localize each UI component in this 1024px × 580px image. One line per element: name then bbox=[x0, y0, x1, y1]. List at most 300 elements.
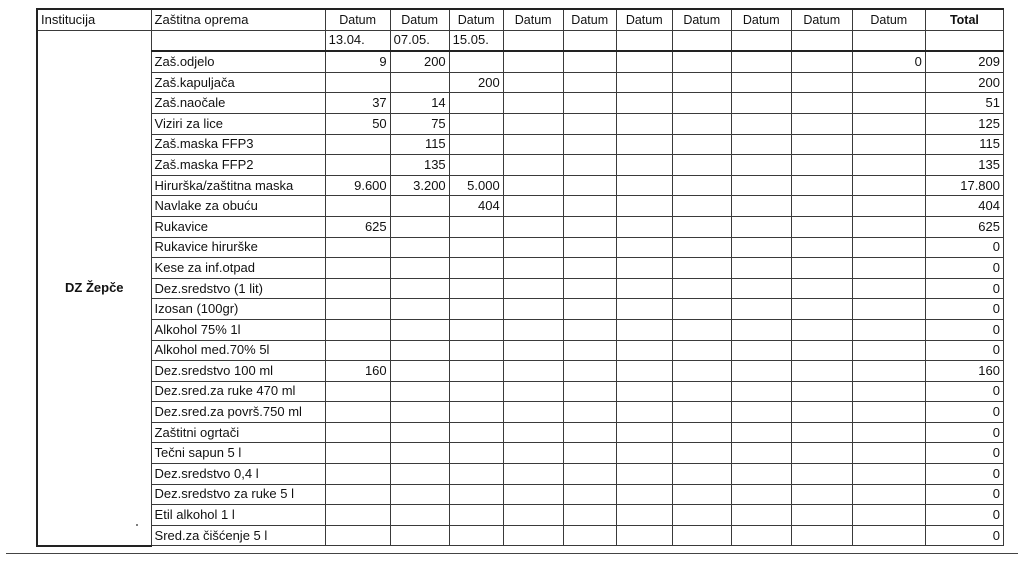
quantity-cell bbox=[325, 237, 390, 258]
quantity-cell bbox=[852, 258, 925, 279]
table-row bbox=[37, 484, 1004, 505]
date-cell bbox=[563, 30, 616, 51]
quantity-cell bbox=[325, 134, 390, 155]
quantity-cell bbox=[325, 484, 390, 505]
quantity-cell bbox=[503, 93, 563, 114]
quantity-cell bbox=[616, 134, 672, 155]
quantity-cell bbox=[449, 51, 503, 72]
table-row bbox=[37, 443, 1004, 464]
quantity-cell bbox=[390, 196, 449, 217]
quantity-cell bbox=[390, 278, 449, 299]
quantity-cell bbox=[563, 72, 616, 93]
quantity-cell bbox=[791, 51, 852, 72]
quantity-cell bbox=[731, 402, 791, 423]
date-cell bbox=[791, 30, 852, 51]
table-row bbox=[37, 361, 1004, 382]
quantity-cell: 9.600 bbox=[325, 175, 390, 196]
header-date-label: Datum bbox=[791, 9, 852, 30]
quantity-cell bbox=[616, 237, 672, 258]
quantity-cell bbox=[852, 113, 925, 134]
dates-row-label bbox=[151, 30, 325, 51]
quantity-cell bbox=[672, 51, 731, 72]
table-row bbox=[37, 134, 1004, 155]
total-cell: 625 bbox=[925, 216, 1003, 237]
quantity-cell: 0 bbox=[852, 51, 925, 72]
quantity-cell bbox=[563, 464, 616, 485]
quantity-cell: 75 bbox=[390, 113, 449, 134]
item-name: Zaš.naočale bbox=[151, 93, 325, 114]
quantity-cell bbox=[852, 402, 925, 423]
total-cell: 0 bbox=[925, 340, 1003, 361]
header-total: Total bbox=[925, 9, 1003, 30]
quantity-cell bbox=[563, 484, 616, 505]
table-row bbox=[37, 381, 1004, 402]
table-row bbox=[37, 175, 1004, 196]
quantity-cell bbox=[852, 484, 925, 505]
quantity-cell: 200 bbox=[390, 51, 449, 72]
total-cell: 0 bbox=[925, 319, 1003, 340]
dates-row-total bbox=[925, 30, 1003, 51]
quantity-cell bbox=[731, 93, 791, 114]
quantity-cell bbox=[852, 278, 925, 299]
quantity-cell bbox=[731, 155, 791, 176]
quantity-cell bbox=[390, 72, 449, 93]
quantity-cell bbox=[672, 443, 731, 464]
quantity-cell bbox=[503, 484, 563, 505]
total-cell: 0 bbox=[925, 464, 1003, 485]
quantity-cell bbox=[672, 175, 731, 196]
date-cell bbox=[672, 30, 731, 51]
quantity-cell bbox=[563, 113, 616, 134]
table-row bbox=[37, 319, 1004, 340]
quantity-cell bbox=[791, 237, 852, 258]
date-cell: 15.05. bbox=[449, 30, 503, 51]
quantity-cell bbox=[503, 237, 563, 258]
quantity-cell bbox=[449, 464, 503, 485]
quantity-cell bbox=[503, 72, 563, 93]
quantity-cell bbox=[672, 134, 731, 155]
quantity-cell bbox=[852, 381, 925, 402]
quantity-cell bbox=[852, 299, 925, 320]
quantity-cell: 115 bbox=[390, 134, 449, 155]
quantity-cell bbox=[672, 402, 731, 423]
quantity-cell bbox=[672, 72, 731, 93]
quantity-cell bbox=[449, 340, 503, 361]
quantity-cell bbox=[616, 402, 672, 423]
quantity-cell: 200 bbox=[449, 72, 503, 93]
quantity-cell bbox=[852, 505, 925, 526]
quantity-cell bbox=[449, 134, 503, 155]
quantity-cell bbox=[616, 155, 672, 176]
table-row bbox=[37, 299, 1004, 320]
quantity-cell bbox=[390, 484, 449, 505]
quantity-cell: 14 bbox=[390, 93, 449, 114]
quantity-cell bbox=[325, 443, 390, 464]
header-equipment: Zaštitna oprema bbox=[151, 9, 325, 30]
quantity-cell bbox=[672, 464, 731, 485]
quantity-cell bbox=[791, 402, 852, 423]
quantity-cell bbox=[503, 381, 563, 402]
scan-speck bbox=[136, 524, 138, 526]
quantity-cell bbox=[731, 361, 791, 382]
quantity-cell bbox=[503, 175, 563, 196]
quantity-cell bbox=[791, 361, 852, 382]
table-row bbox=[37, 340, 1004, 361]
total-cell: 200 bbox=[925, 72, 1003, 93]
quantity-cell bbox=[390, 319, 449, 340]
quantity-cell bbox=[325, 402, 390, 423]
quantity-cell bbox=[672, 258, 731, 279]
quantity-cell bbox=[616, 93, 672, 114]
quantity-cell: 135 bbox=[390, 155, 449, 176]
quantity-cell bbox=[449, 237, 503, 258]
total-cell: 0 bbox=[925, 422, 1003, 443]
item-name: Zaš.maska FFP3 bbox=[151, 134, 325, 155]
quantity-cell bbox=[791, 196, 852, 217]
quantity-cell bbox=[563, 299, 616, 320]
item-name: Dez.sredstvo 0,4 l bbox=[151, 464, 325, 485]
quantity-cell: 5.000 bbox=[449, 175, 503, 196]
quantity-cell bbox=[390, 216, 449, 237]
dates-row bbox=[37, 30, 1004, 51]
quantity-cell bbox=[325, 381, 390, 402]
quantity-cell bbox=[390, 381, 449, 402]
quantity-cell bbox=[325, 319, 390, 340]
quantity-cell bbox=[731, 113, 791, 134]
quantity-cell bbox=[672, 340, 731, 361]
quantity-cell bbox=[390, 361, 449, 382]
item-name: Dez.sredstvo (1 lit) bbox=[151, 278, 325, 299]
quantity-cell bbox=[852, 340, 925, 361]
quantity-cell bbox=[449, 299, 503, 320]
quantity-cell bbox=[731, 319, 791, 340]
quantity-cell: 3.200 bbox=[390, 175, 449, 196]
quantity-cell bbox=[672, 361, 731, 382]
item-name: Hirurška/zaštitna maska bbox=[151, 175, 325, 196]
quantity-cell bbox=[731, 134, 791, 155]
item-name: Zaš.kapuljača bbox=[151, 72, 325, 93]
date-cell: 13.04. bbox=[325, 30, 390, 51]
quantity-cell bbox=[672, 237, 731, 258]
quantity-cell bbox=[616, 51, 672, 72]
quantity-cell bbox=[791, 134, 852, 155]
quantity-cell bbox=[852, 196, 925, 217]
quantity-cell bbox=[325, 196, 390, 217]
quantity-cell bbox=[616, 361, 672, 382]
quantity-cell bbox=[791, 72, 852, 93]
quantity-cell bbox=[672, 113, 731, 134]
quantity-cell bbox=[503, 299, 563, 320]
table-row bbox=[37, 72, 1004, 93]
quantity-cell bbox=[503, 155, 563, 176]
header-date-label: Datum bbox=[616, 9, 672, 30]
quantity-cell bbox=[449, 93, 503, 114]
table-row bbox=[37, 196, 1004, 217]
quantity-cell bbox=[503, 402, 563, 423]
quantity-cell bbox=[449, 484, 503, 505]
total-cell: 17.800 bbox=[925, 175, 1003, 196]
header-date-label: Datum bbox=[449, 9, 503, 30]
quantity-cell bbox=[731, 381, 791, 402]
quantity-cell bbox=[449, 113, 503, 134]
header-date-label: Datum bbox=[563, 9, 616, 30]
quantity-cell bbox=[791, 299, 852, 320]
quantity-cell bbox=[672, 299, 731, 320]
table-row bbox=[37, 258, 1004, 279]
quantity-cell: 160 bbox=[325, 361, 390, 382]
quantity-cell bbox=[672, 155, 731, 176]
total-cell: 404 bbox=[925, 196, 1003, 217]
quantity-cell bbox=[672, 525, 731, 546]
quantity-cell bbox=[616, 113, 672, 134]
equipment-table bbox=[36, 8, 1004, 547]
total-cell: 160 bbox=[925, 361, 1003, 382]
quantity-cell bbox=[325, 155, 390, 176]
item-name: Dez.sredstvo za ruke 5 l bbox=[151, 484, 325, 505]
total-cell: 125 bbox=[925, 113, 1003, 134]
quantity-cell: 404 bbox=[449, 196, 503, 217]
quantity-cell bbox=[791, 93, 852, 114]
item-name: Sred.za čišćenje 5 l bbox=[151, 525, 325, 546]
quantity-cell bbox=[852, 525, 925, 546]
date-cell: 07.05. bbox=[390, 30, 449, 51]
quantity-cell bbox=[390, 258, 449, 279]
quantity-cell bbox=[503, 525, 563, 546]
quantity-cell bbox=[449, 525, 503, 546]
date-cell bbox=[616, 30, 672, 51]
quantity-cell bbox=[852, 361, 925, 382]
quantity-cell bbox=[616, 278, 672, 299]
quantity-cell bbox=[791, 258, 852, 279]
quantity-cell: 37 bbox=[325, 93, 390, 114]
institution-name: DZ Žepče bbox=[37, 30, 151, 546]
quantity-cell bbox=[731, 278, 791, 299]
quantity-cell bbox=[563, 175, 616, 196]
quantity-cell bbox=[563, 319, 616, 340]
quantity-cell: 625 bbox=[325, 216, 390, 237]
quantity-cell bbox=[503, 422, 563, 443]
quantity-cell bbox=[449, 422, 503, 443]
table-row bbox=[37, 278, 1004, 299]
header-date-label: Datum bbox=[672, 9, 731, 30]
quantity-cell bbox=[449, 443, 503, 464]
total-cell: 0 bbox=[925, 484, 1003, 505]
total-cell: 135 bbox=[925, 155, 1003, 176]
quantity-cell bbox=[449, 216, 503, 237]
item-name: Dez.sred.za površ.750 ml bbox=[151, 402, 325, 423]
quantity-cell bbox=[325, 299, 390, 320]
quantity-cell bbox=[449, 381, 503, 402]
quantity-cell bbox=[791, 278, 852, 299]
quantity-cell bbox=[731, 299, 791, 320]
quantity-cell bbox=[390, 422, 449, 443]
quantity-cell bbox=[503, 361, 563, 382]
quantity-cell bbox=[325, 340, 390, 361]
quantity-cell bbox=[731, 237, 791, 258]
date-cell bbox=[731, 30, 791, 51]
quantity-cell bbox=[616, 299, 672, 320]
item-name: Izosan (100gr) bbox=[151, 299, 325, 320]
quantity-cell bbox=[390, 443, 449, 464]
item-name: Rukavice bbox=[151, 216, 325, 237]
quantity-cell bbox=[791, 422, 852, 443]
quantity-cell bbox=[731, 505, 791, 526]
quantity-cell: 50 bbox=[325, 113, 390, 134]
quantity-cell bbox=[325, 464, 390, 485]
quantity-cell bbox=[563, 93, 616, 114]
quantity-cell bbox=[449, 361, 503, 382]
item-name: Navlake za obuću bbox=[151, 196, 325, 217]
total-cell: 0 bbox=[925, 278, 1003, 299]
quantity-cell bbox=[616, 381, 672, 402]
quantity-cell bbox=[563, 237, 616, 258]
quantity-cell bbox=[791, 443, 852, 464]
quantity-cell bbox=[731, 443, 791, 464]
quantity-cell bbox=[672, 196, 731, 217]
quantity-cell bbox=[852, 93, 925, 114]
table-row bbox=[37, 237, 1004, 258]
quantity-cell bbox=[325, 422, 390, 443]
quantity-cell bbox=[731, 422, 791, 443]
quantity-cell bbox=[791, 505, 852, 526]
item-name: Zaš.maska FFP2 bbox=[151, 155, 325, 176]
quantity-cell bbox=[325, 278, 390, 299]
item-name: Zaštitni ogrtači bbox=[151, 422, 325, 443]
quantity-cell bbox=[616, 175, 672, 196]
quantity-cell bbox=[325, 525, 390, 546]
total-cell: 0 bbox=[925, 505, 1003, 526]
quantity-cell bbox=[791, 216, 852, 237]
quantity-cell bbox=[616, 196, 672, 217]
item-name: Etil alkohol 1 l bbox=[151, 505, 325, 526]
quantity-cell bbox=[852, 319, 925, 340]
quantity-cell bbox=[731, 484, 791, 505]
quantity-cell bbox=[731, 72, 791, 93]
quantity-cell bbox=[449, 402, 503, 423]
quantity-cell bbox=[563, 443, 616, 464]
quantity-cell bbox=[503, 113, 563, 134]
quantity-cell bbox=[731, 525, 791, 546]
table-row bbox=[37, 464, 1004, 485]
quantity-cell bbox=[616, 258, 672, 279]
quantity-cell bbox=[503, 319, 563, 340]
quantity-cell bbox=[449, 278, 503, 299]
quantity-cell bbox=[563, 134, 616, 155]
total-cell: 0 bbox=[925, 258, 1003, 279]
quantity-cell bbox=[731, 216, 791, 237]
quantity-cell bbox=[672, 319, 731, 340]
item-name: Dez.sred.za ruke 470 ml bbox=[151, 381, 325, 402]
item-name: Viziri za lice bbox=[151, 113, 325, 134]
header-date-label: Datum bbox=[503, 9, 563, 30]
quantity-cell bbox=[503, 443, 563, 464]
quantity-cell bbox=[503, 134, 563, 155]
quantity-cell bbox=[390, 402, 449, 423]
quantity-cell bbox=[563, 361, 616, 382]
quantity-cell bbox=[852, 155, 925, 176]
quantity-cell bbox=[503, 258, 563, 279]
quantity-cell bbox=[852, 216, 925, 237]
quantity-cell bbox=[503, 216, 563, 237]
quantity-cell bbox=[325, 258, 390, 279]
total-cell: 115 bbox=[925, 134, 1003, 155]
quantity-cell bbox=[616, 422, 672, 443]
quantity-cell bbox=[563, 278, 616, 299]
quantity-cell bbox=[852, 175, 925, 196]
quantity-cell bbox=[390, 237, 449, 258]
header-date-label: Datum bbox=[390, 9, 449, 30]
quantity-cell bbox=[503, 340, 563, 361]
quantity-cell bbox=[503, 464, 563, 485]
header-date-label: Datum bbox=[731, 9, 791, 30]
table-row bbox=[37, 93, 1004, 114]
item-name: Alkohol 75% 1l bbox=[151, 319, 325, 340]
quantity-cell bbox=[852, 422, 925, 443]
quantity-cell bbox=[616, 505, 672, 526]
quantity-cell bbox=[563, 51, 616, 72]
quantity-cell bbox=[616, 443, 672, 464]
quantity-cell bbox=[616, 525, 672, 546]
quantity-cell bbox=[672, 93, 731, 114]
quantity-cell bbox=[503, 196, 563, 217]
item-name: Kese za inf.otpad bbox=[151, 258, 325, 279]
quantity-cell bbox=[731, 51, 791, 72]
quantity-cell bbox=[791, 113, 852, 134]
quantity-cell bbox=[672, 381, 731, 402]
quantity-cell bbox=[852, 443, 925, 464]
quantity-cell bbox=[731, 464, 791, 485]
quantity-cell bbox=[852, 72, 925, 93]
quantity-cell bbox=[731, 175, 791, 196]
quantity-cell bbox=[503, 278, 563, 299]
quantity-cell bbox=[449, 155, 503, 176]
quantity-cell bbox=[563, 525, 616, 546]
total-cell: 0 bbox=[925, 402, 1003, 423]
total-cell: 0 bbox=[925, 443, 1003, 464]
header-institution: Institucija bbox=[37, 9, 151, 30]
quantity-cell bbox=[390, 464, 449, 485]
quantity-cell bbox=[449, 258, 503, 279]
header-date-label: Datum bbox=[852, 9, 925, 30]
quantity-cell bbox=[616, 319, 672, 340]
table-row bbox=[37, 402, 1004, 423]
item-name: Dez.sredstvo 100 ml bbox=[151, 361, 325, 382]
table-row bbox=[37, 525, 1004, 546]
table-row bbox=[37, 113, 1004, 134]
quantity-cell bbox=[325, 72, 390, 93]
quantity-cell bbox=[390, 505, 449, 526]
quantity-cell bbox=[503, 505, 563, 526]
quantity-cell bbox=[616, 484, 672, 505]
total-cell: 0 bbox=[925, 237, 1003, 258]
quantity-cell bbox=[616, 340, 672, 361]
bottom-rule bbox=[6, 553, 1018, 554]
quantity-cell bbox=[563, 196, 616, 217]
quantity-cell bbox=[731, 196, 791, 217]
quantity-cell bbox=[791, 484, 852, 505]
total-cell: 0 bbox=[925, 525, 1003, 546]
quantity-cell bbox=[503, 51, 563, 72]
quantity-cell: 9 bbox=[325, 51, 390, 72]
quantity-cell bbox=[791, 340, 852, 361]
quantity-cell bbox=[563, 422, 616, 443]
quantity-cell bbox=[563, 155, 616, 176]
quantity-cell bbox=[672, 484, 731, 505]
quantity-cell bbox=[852, 464, 925, 485]
item-name: Zaš.odjelo bbox=[151, 51, 325, 72]
quantity-cell bbox=[672, 422, 731, 443]
quantity-cell bbox=[563, 505, 616, 526]
